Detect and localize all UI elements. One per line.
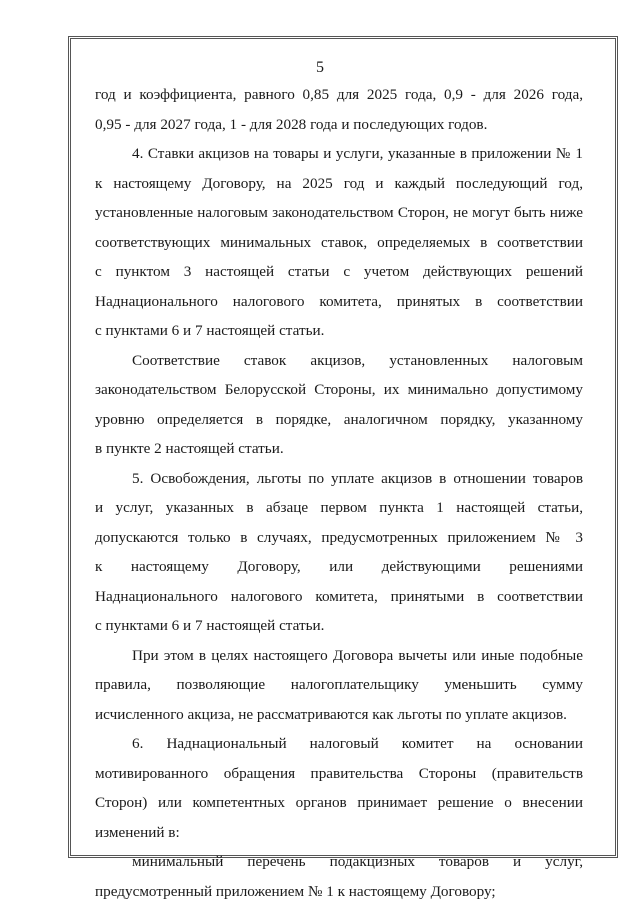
text-line: 5. Освобождения, льготы по уплате акцизов в отношении товаров <box>95 464 583 494</box>
text-line: 0,95 - для 2027 года, 1 - для 2028 года и последующих годов. <box>95 110 583 140</box>
text-line: предусмотренный приложением № 1 к настоящему Договору; <box>95 877 583 906</box>
text-line: с пунктом 3 настоящей статьи с учетом действующих решений <box>95 257 583 287</box>
text-line: уровню определяется в порядке, аналогичном порядку, указанному <box>95 405 583 435</box>
text-line: Наднационального налогового комитета, принятыми в соответствии <box>95 582 583 612</box>
text-line: установленные налоговым законодательством Сторон, не могут быть ниже <box>95 198 583 228</box>
text-line: исчисленного акциза, не рассматриваются как льготы по уплате акцизов. <box>95 700 583 730</box>
text-line: в пункте 2 настоящей статьи. <box>95 434 583 464</box>
text-line: При этом в целях настоящего Договора вычеты или иные подобные <box>95 641 583 671</box>
text-line: Наднационального налогового комитета, принятых в соответствии <box>95 287 583 317</box>
text-line: с пунктами 6 и 7 настоящей статьи. <box>95 316 583 346</box>
text-line: законодательством Белорусской Стороны, их минимально допустимому <box>95 375 583 405</box>
document-body <box>95 80 583 906</box>
text-line: соответствующих минимальных ставок, определяемых в соответствии <box>95 228 583 258</box>
text-line: изменений в: <box>95 818 583 848</box>
text-line: к настоящему Договору, или действующими решениями <box>95 552 583 582</box>
text-line: год и коэффициента, равного 0,85 для 2025 года, 0,9 - для 2026 года, <box>95 80 583 110</box>
text-line: и услуг, указанных в абзаце первом пункта 1 настоящей статьи, <box>95 493 583 523</box>
text-line: правила, позволяющие налогоплательщику уменьшить сумму <box>95 670 583 700</box>
text-line: к настоящему Договору, на 2025 год и каждый последующий год, <box>95 169 583 199</box>
page-number: 5 <box>0 58 640 78</box>
text-line: 4. Ставки акцизов на товары и услуги, указанные в приложении № 1 <box>95 139 583 169</box>
text-line: Соответствие ставок акцизов, установленных налоговым <box>95 346 583 376</box>
text-line: с пунктами 6 и 7 настоящей статьи. <box>95 611 583 641</box>
text-line: мотивированного обращения правительства Стороны (правительств <box>95 759 583 789</box>
text-line: 6. Наднациональный налоговый комитет на основании <box>95 729 583 759</box>
text-line: допускаются только в случаях, предусмотренных приложением № 3 <box>95 523 583 553</box>
text-line: Сторон) или компетентных органов принимает решение о внесении <box>95 788 583 818</box>
text-line: минимальный перечень подакцизных товаров и услуг, <box>95 847 583 877</box>
